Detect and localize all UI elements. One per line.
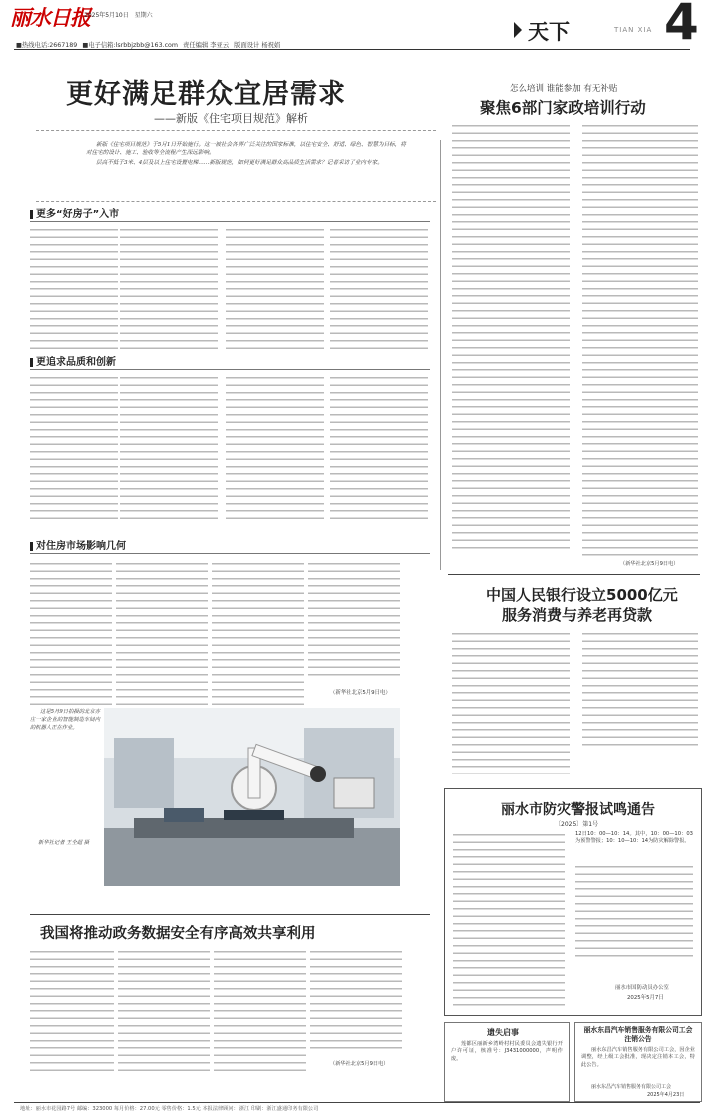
gov-headline: 我国将推动政务数据安全有序高效共享利用 (40, 926, 316, 942)
photo-caption: 这是5月9日拍摄的北京亦庄一家企业的智能制造车间内的机器人正在作业。 (30, 709, 100, 731)
lead-text-col-12 (308, 560, 400, 680)
lead-text-col-9 (30, 560, 112, 708)
section-heading-more-good-houses (30, 208, 430, 222)
ad-lost-notice (444, 1022, 570, 1102)
lead-text-col-2 (120, 226, 218, 350)
newspaper-logo: 丽水日报 (10, 5, 90, 30)
lead-text-col-5 (30, 374, 118, 524)
lead-text-col-7 (226, 374, 324, 524)
ad-text: 丽水东昌汽车销售服务有限公司工会，因企业调整，经上级工会批准，现决定注销本工会，特此公告。 (581, 1047, 695, 1068)
gov-text-col-3 (214, 948, 306, 1072)
lead-intro-box (36, 130, 436, 202)
lead-text-col-6 (120, 374, 218, 524)
loan-text-col-2 (582, 630, 698, 750)
lead-headline: 更好满足群众宜居需求 (66, 79, 346, 110)
ad-title: 丽水东昌汽车销售服务有限公司工会注销公告 (583, 1026, 693, 1043)
issue-date (84, 10, 153, 19)
section-tab (514, 16, 653, 46)
gov-top-rule (30, 914, 430, 915)
side-kicker: 怎么培训 谁能参加 有无补贴 (510, 84, 618, 94)
side-text-col-1 (452, 122, 570, 552)
lead-intro: 新版《住宅项目规范》于5月1日开始施行。这一被社会各界广泛关注的国家标准，以住宅安全、舒适、绿色、智慧为目标，将对住宅的设计、施工、验收等全流程产生深远影响。 (86, 142, 406, 156)
gov-text-col-1 (30, 948, 114, 1072)
section-heading-market-impact (30, 540, 430, 554)
section-name: 天下 (528, 20, 570, 44)
robot-arm-image (104, 708, 400, 886)
weekday: 星期六 (134, 12, 153, 19)
email-address: lsrbbjzbb@163.com (115, 42, 179, 49)
section-bar-icon (30, 358, 33, 367)
photo-credit: 新华社记者 王全超 摄 (38, 840, 90, 846)
section-bar-icon (30, 542, 33, 551)
section-title: 更追求品质和创新 (36, 357, 116, 368)
gov-byline: （新华社北京5月9日电） (330, 1061, 389, 1067)
page-number: 4 (664, 0, 699, 51)
masthead (0, 0, 708, 56)
section-pinyin: TIAN XIA (614, 26, 653, 34)
loan-top-rule (448, 574, 700, 575)
side-byline: （新华社北京5月9日电） (620, 561, 679, 567)
lead-subheadline: ——新版《住宅项目规范》解析 (154, 112, 308, 125)
notice-box (444, 788, 702, 1016)
notice-signature-date: 2025年5月7日 (627, 995, 664, 1001)
lead-text-col-8 (330, 374, 428, 524)
section-bar-icon (30, 210, 33, 219)
masthead-rule (14, 49, 690, 50)
designer-label: 版面设计 (234, 42, 260, 49)
lead-byline: （新华社北京5月9日电） (330, 690, 391, 696)
ad-signer: 丽水东昌汽车销售服务有限公司工会 (591, 1084, 672, 1090)
ad-text: 莲都区丽新乡湾岭村村民委员会遗失银行开户许可证，核准号：J3431000000，声明作废。 (451, 1041, 563, 1062)
side-headline: 聚焦6部门家政培训行动 (480, 99, 646, 117)
notice-times: 12日10：00—10：14。其中，10：00—10：03为预警警报；10：10—10：14为防灾解除警报。 (575, 831, 693, 845)
photo-caption-box (30, 708, 100, 908)
column-divider (440, 140, 441, 570)
ad-date: 2025年4月23日 (647, 1092, 685, 1098)
lead-text-col-10 (116, 560, 208, 708)
lead-intro-2: 层高不低于3米、4层及以上住宅设置电梯……新版规范，如何更好满足群众高品质生活需求？记者采访了业内专家。 (96, 160, 383, 166)
date: 2025年5月10日 (84, 12, 129, 19)
footer-info: 地址：丽水市花园路7号 邮编：323000 每月价格：27.00元 零售价格：1.5元 本报法律顾问：浙江 印刷：浙江盛通印务有限公司 (20, 1106, 319, 1112)
loan-text-col-1 (452, 630, 570, 774)
section-heading-quality-innovation (30, 356, 430, 370)
footer-rule (14, 1102, 700, 1103)
gov-text-col-2 (118, 948, 210, 1072)
notice-signature: 丽水市国防动员办公室 (615, 985, 669, 991)
section-title: 对住房市场影响几何 (36, 541, 126, 552)
notice-text-col-2 (575, 863, 693, 961)
notice-text-col-1 (453, 831, 565, 1007)
loan-headline-1: 中国人民银行设立5000亿元 (486, 586, 678, 604)
designer-name: 杨祝娟 (261, 42, 281, 49)
editor-name: 李亚云 (210, 42, 230, 49)
ad-union-cancellation (574, 1022, 702, 1102)
masthead-contact-line (16, 40, 280, 49)
loan-headline-2: 服务消费与养老再贷款 (502, 606, 653, 624)
ad-title: 遗失启事 (487, 1028, 519, 1037)
lead-text-col-11 (212, 560, 304, 708)
gov-text-col-4 (310, 948, 402, 1052)
lead-text-col-3 (226, 226, 324, 350)
section-chevron-icon (514, 22, 522, 38)
editor-label: 责任编辑 (183, 42, 209, 49)
notice-headline: 丽水市防灾警报试鸣通告 (501, 802, 655, 818)
hotline-number: 2667189 (49, 42, 78, 49)
lead-text-col-4 (330, 226, 428, 350)
section-title: 更多“好房子”入市 (36, 209, 120, 220)
factory-robot-photo (104, 708, 400, 886)
lead-text-col-1 (30, 226, 118, 350)
notice-number: 〔2025〕第1号 (555, 821, 599, 828)
email-label: ■电子信箱: (82, 42, 116, 49)
side-text-col-2 (582, 122, 698, 558)
hotline-label: ■热线电话: (16, 42, 50, 49)
